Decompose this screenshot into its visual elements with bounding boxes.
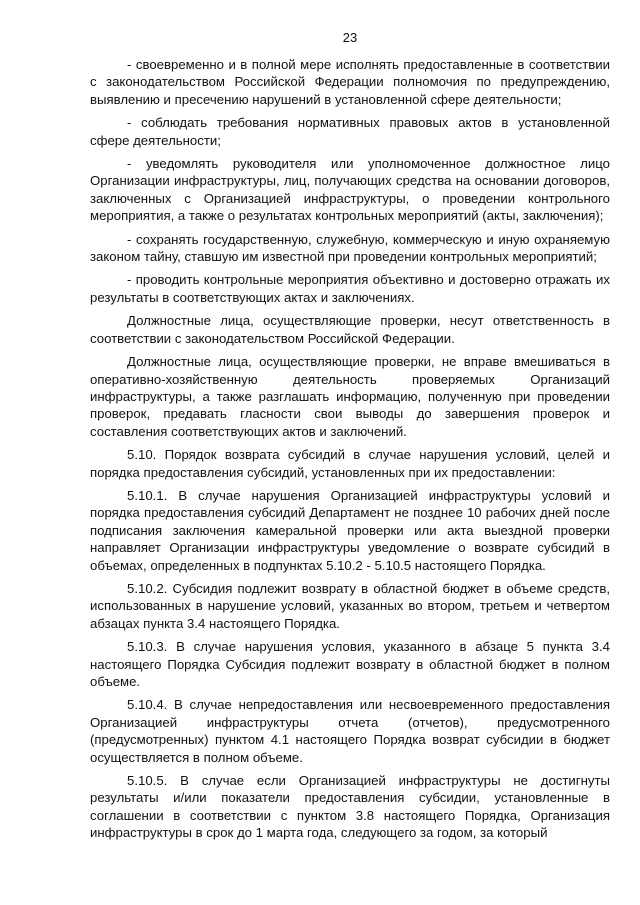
paragraph: 5.10.5. В случае если Организацией инфраструктуры не достигнуты результаты и/или показатели предоставления субсидии, установленные в соглашении в соответствии с пунктом 3.8 настоящего Порядка, Организация инфраструктуры в срок до 1 марта года, следующего за годом, за который (90, 773, 610, 841)
page-number: 23 (342, 30, 358, 45)
paragraph: - уведомлять руководителя или уполномоченное должностное лицо Организации инфраструктуры, лиц, получающих средства на основании договоров, заключенных с Организацией инфраструктуры, о проведении контрольного мероприятия, а также о результатах контрольных мероприятий (акты, заключения); (90, 156, 610, 224)
paragraph: Должностные лица, осуществляющие проверки, не вправе вмешиваться в оперативно-хозяйственную деятельность проверяемых Организаций инфраструктуры, а также разглашать информацию, полученную при проведении проверок, предавать гласности свои выводы до завершения проверок и составления соответствующих актов и заключений. (90, 354, 610, 439)
paragraph: - своевременно и в полной мере исполнять предоставленные в соответствии с законодательством Российской Федерации полномочия по предупреждению, выявлению и пресечению нарушений в установленной сфере деятельности; (90, 57, 610, 107)
paragraph: 5.10.2. Субсидия подлежит возврату в областной бюджет в объеме средств, использованных в нарушение условий, указанных во втором, третьем и четвертом абзацах пункта 3.4 настоящего Порядка. (90, 580, 610, 631)
paragraph: - сохранять государственную, служебную, коммерческую и иную охраняемую законом тайну, ставшую им известной при проведении контрольных мероприятий; (90, 231, 610, 265)
paragraph: 5.10. Порядок возврата субсидий в случае нарушения условий, целей и порядка предоставления субсидий, установленных при их предоставлении: (90, 447, 610, 480)
paragraph: - соблюдать требования нормативных правовых актов в установленной сфере деятельности; (90, 115, 610, 148)
paragraph: 5.10.4. В случае непредоставления или несвоевременного предоставления Организацией инфраструктуры отчета (отчетов), предусмотренного (предусмотренных) пунктом 4.1 настоящего Порядка возврат субсидии в бюджет осуществляется в полном объеме. (90, 697, 610, 765)
paragraph: 5.10.3. В случае нарушения условия, указанного в абзаце 5 пункта 3.4 настоящего Порядка Субсидия подлежит возврату в областной бюджет в полном объеме. (90, 639, 610, 689)
document-body (90, 56, 610, 842)
paragraph: 5.10.1. В случае нарушения Организацией инфраструктуры условий и порядка предоставления субсидий Департамент не позднее 10 рабочих дней после подписания заключения камеральной проверки или акта выездной проверки направляет Организации инфраструктуры уведомление о возврате субсидий в объемах, определенных в подпунктах 5.10.2 - 5.10.5 настоящего Порядка. (90, 487, 610, 573)
paragraph: - проводить контрольные мероприятия объективно и достоверно отражать их результаты в соответствующих актах и заключениях. (90, 272, 610, 305)
paragraph: Должностные лица, осуществляющие проверки, несут ответственность в соответствии с законодательством Российской Федерации. (90, 313, 610, 346)
